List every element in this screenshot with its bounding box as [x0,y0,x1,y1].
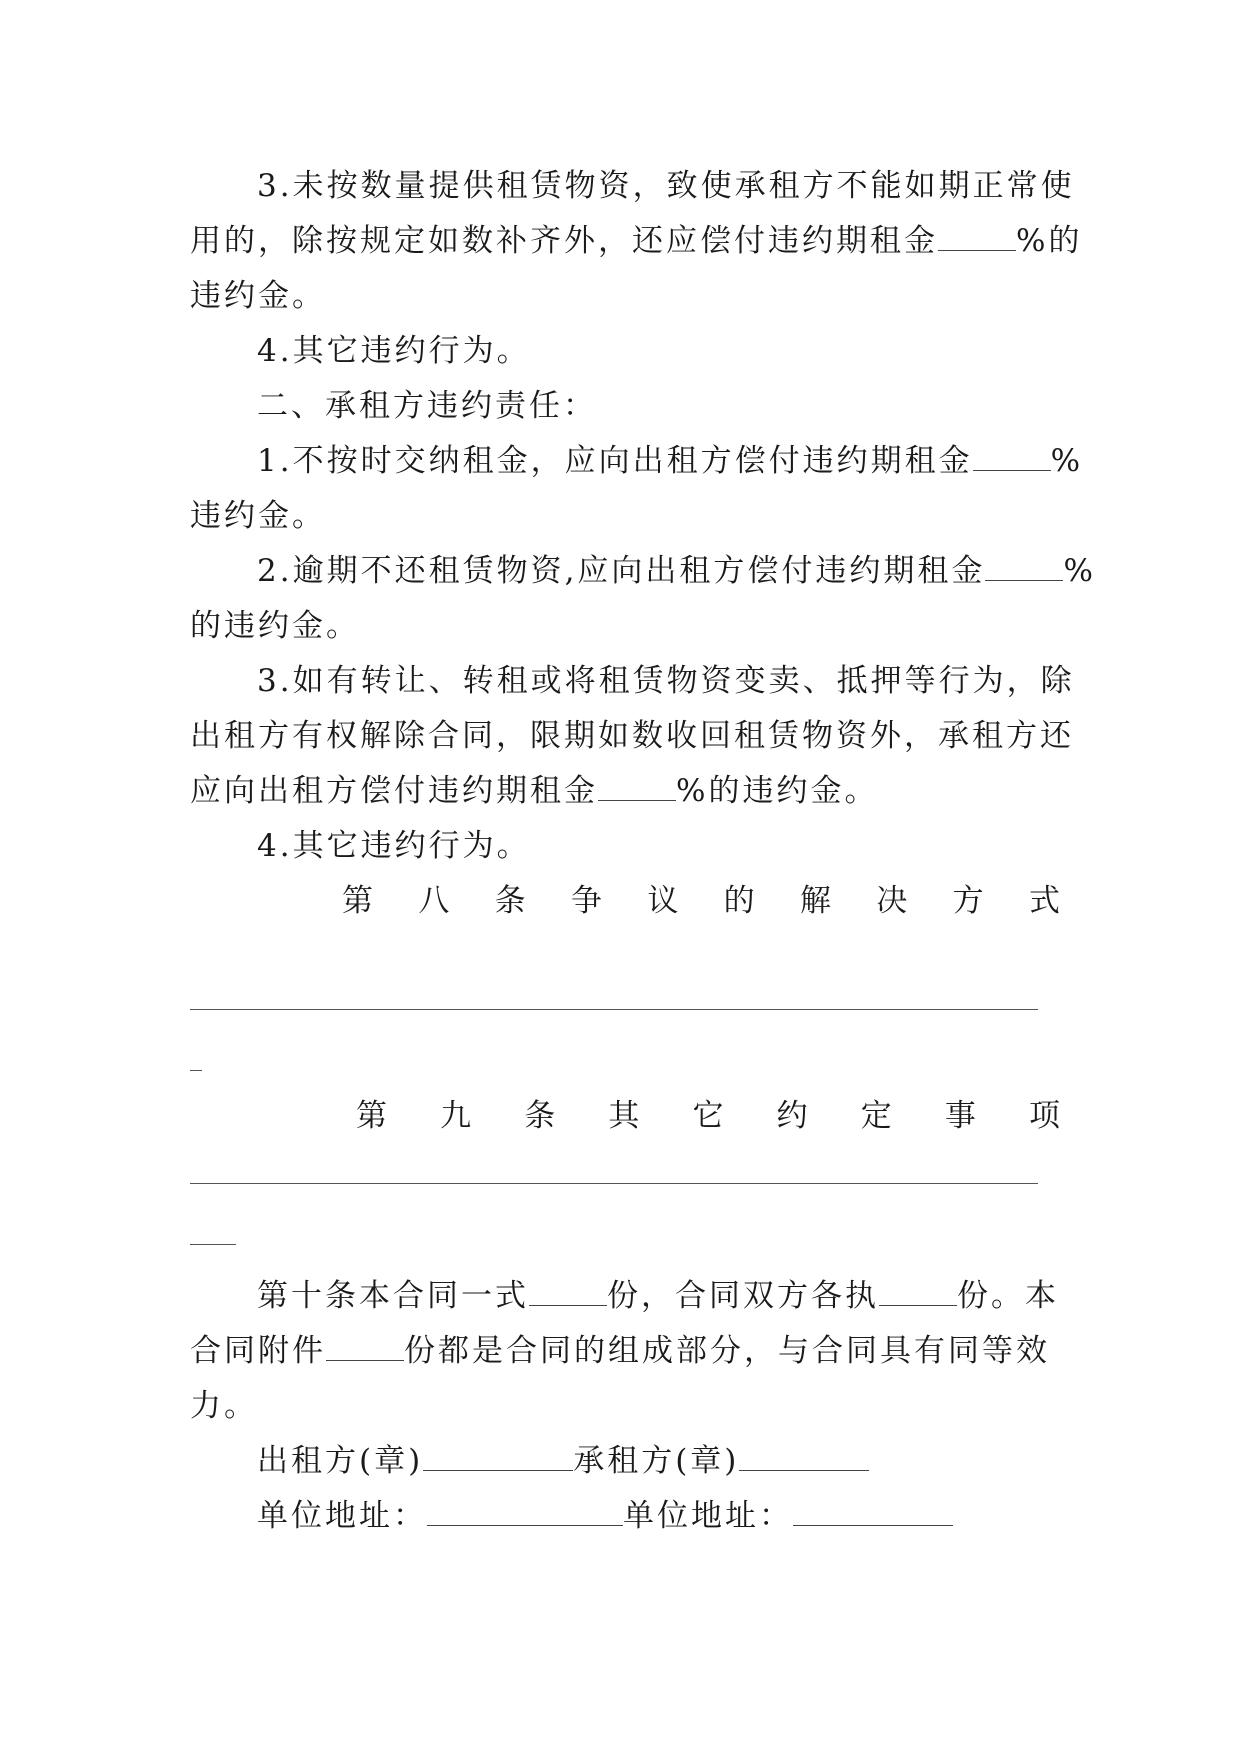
paragraph-line [190,276,1060,316]
article10-line2-a: 合同附件 [190,1333,326,1369]
paragraph-line [190,606,1060,646]
lessor-item3-line3: 违约金。 [190,278,326,314]
lessee-liability-heading: 二、承租方违约责任： [257,388,597,424]
article8-char: 决 [876,883,908,919]
article9-char: 九 [440,1098,472,1134]
fill-line [190,1009,1038,1010]
lessor-seal-label: 出租方(章) [257,1443,424,1479]
article9-char: 事 [944,1098,976,1134]
lessee-item3-suffix: %的违约金。 [676,773,879,809]
paragraph-line [190,771,1060,811]
section-heading [257,386,1127,426]
article8-char: 方 [952,883,984,919]
lessee-item3-line1: 3.如有转让、转租或将租赁物资变卖、抵押等行为，除 [257,663,1075,699]
lessee-item1-suffix: % [1050,443,1084,479]
address-line [257,1496,1127,1536]
paragraph-line [190,1331,1060,1371]
paragraph-line [257,826,1127,866]
article10-line1-c: 份。本 [957,1278,1059,1314]
lessor-item3-line1: 3.未按数量提供租赁物资，致使承租方不能如期正常使 [257,168,1075,204]
lessor-address-label: 单位地址： [257,1498,427,1534]
article9-char: 项 [1029,1098,1060,1134]
fill-blank [598,774,676,801]
lessee-item3-line2: 出租方有权解除合同，限期如数收回租赁物资外，承租方还 [190,718,1074,754]
paragraph-line [190,221,1083,261]
lessor-item3-line2: 用的，除按规定如数补齐外，还应偿付违约期租金 [190,223,938,259]
article8-char: 式 [1028,883,1060,919]
paragraph-line [190,1386,1060,1426]
lessee-item1-line2: 违约金。 [190,498,326,534]
fill-blank [985,554,1063,581]
paragraph-line [257,661,1127,701]
article8-char: 的 [723,883,755,919]
paragraph-line [190,496,1060,536]
article9-char: 其 [608,1098,640,1134]
paragraph-line [190,716,1074,756]
lessee-item2-line1: 2.逾期不还租赁物资,应向出租方偿付违约期租金 [257,553,986,589]
lessor-item4: 4.其它违约行为。 [257,333,531,369]
article9-char: 第 [356,1098,387,1134]
fill-line [190,1183,1038,1184]
fill-blank [938,224,1016,251]
fill-blank [529,1279,607,1306]
lessee-item3-line3: 应向出租方偿付违约期租金 [190,773,598,809]
article9-heading [356,1096,1060,1136]
fill-line [190,1070,202,1071]
article9-char: 它 [692,1098,724,1134]
article10-line2-b: 份都是合同的组成部分，与合同具有同等效 [404,1333,1050,1369]
article8-heading [342,881,1060,921]
lessee-seal-label: 承租方(章) [573,1443,740,1479]
article8-char: 争 [570,883,602,919]
article8-char: 解 [799,883,831,919]
paragraph-line [257,551,1127,591]
lessee-item1-line1: 1.不按时交纳租金，应向出租方偿付违约期租金 [257,443,973,479]
lessee-item2-suffix: % [1063,553,1096,589]
article10-line1-a: 第十条本合同一式 [257,1278,529,1314]
lessee-address-label: 单位地址： [623,1498,793,1534]
article8-char: 议 [647,883,679,919]
signature-line [257,1441,1127,1481]
article9-char: 定 [860,1098,892,1134]
article10-line3: 力。 [190,1388,258,1424]
lessee-item4: 4.其它违约行为。 [257,828,531,864]
lessor-address-blank [427,1499,623,1526]
fill-blank [973,444,1051,471]
article8-char: 第 [342,883,373,919]
fill-line [190,1244,236,1245]
paragraph-line [257,441,1127,481]
lessee-item2-line2: 的违约金。 [190,608,360,644]
lessee-address-blank [793,1499,953,1526]
paragraph-line [257,1276,1127,1316]
paragraph-line [257,166,1127,206]
article9-char: 约 [776,1098,808,1134]
article10-line1-b: 份，合同双方各执 [607,1278,879,1314]
lessee-seal-blank [739,1444,869,1471]
fill-blank [326,1334,404,1361]
fill-blank [879,1279,957,1306]
article8-char: 条 [494,883,526,919]
article9-char: 条 [524,1098,556,1134]
lessor-item3-suffix: %的 [1016,223,1083,259]
paragraph-line [257,331,1127,371]
article8-char: 八 [418,883,450,919]
lessor-seal-blank [423,1444,573,1471]
